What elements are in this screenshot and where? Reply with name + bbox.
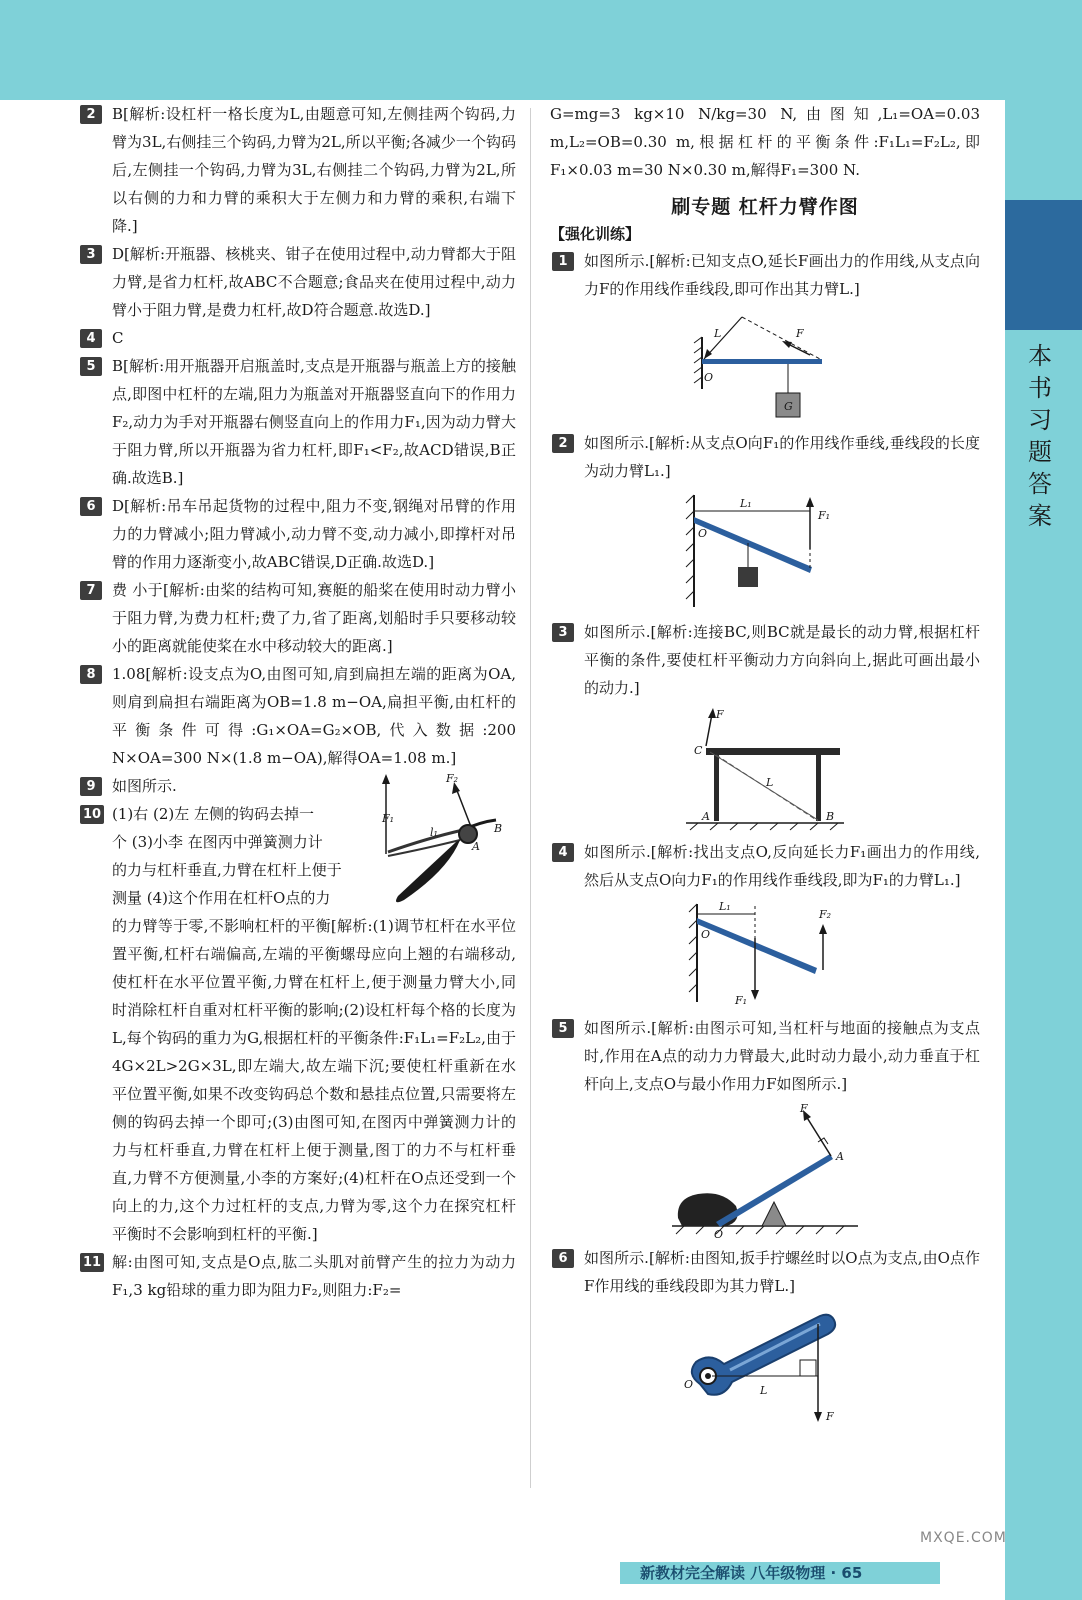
label-o: O	[704, 371, 714, 384]
subsection-heading: 【强化训练】	[550, 225, 641, 243]
answer-text: 如图所示.[解析:从支点O向F₁的作用线作垂线,垂线段的长度为动力臂L₁.]	[584, 434, 980, 480]
answer-text: 如图所示.	[112, 777, 177, 795]
label-b: B	[494, 822, 503, 835]
drill-3	[550, 618, 980, 702]
item-number: 3	[552, 623, 574, 642]
answer-text: D[解析:开瓶器、核桃夹、钳子在使用过程中,动力臂都大于阻力臂,是省力杠杆,故ABC不合题意;食品夹在使用过程中,动力臂小于阻力臂,是费力杠杆,故D符合题意.故选D.]	[112, 245, 516, 319]
page-number: 65	[841, 1564, 863, 1582]
lead-line: (1)右 (2)左 左侧的钩码去掉一	[112, 805, 315, 823]
label-a: A	[836, 1150, 844, 1163]
label-o: O	[714, 1228, 724, 1240]
figure-2-svg	[680, 489, 850, 614]
answer-text: 如图所示.[解析:由图示可知,当杠杆与地面的接触点为支点时,作用在A点的动力力臂最大,此时动力最小,动力垂直于杠杆向上,支点O与最小作用力F如图所示.]	[584, 1019, 980, 1093]
answer-5	[78, 352, 516, 492]
figure-4-svg	[685, 898, 845, 1010]
item-number: 5	[552, 1019, 574, 1038]
figure-6-svg	[670, 1304, 860, 1434]
answer-text: B[解析:用开瓶器开启瓶盖时,支点是开瓶器与瓶盖上方的接触点,即图中杠杆的左端,阻力为瓶盖对开瓶器竖直向下的作用力F₂,动力为手对开瓶器右侧竖直向上的作用力F₁,因为动力臂大于阻力臂,所以开瓶器为省力杠杆,即F₁<F₂,故ACD错误,B正确.故选B.]	[112, 357, 516, 487]
answer-6	[78, 492, 516, 576]
label-l: L	[766, 776, 774, 789]
label-a: A	[472, 840, 480, 853]
watermark: MXQE.COM	[920, 1530, 1007, 1546]
answer-text: C	[112, 329, 124, 347]
drill-1	[550, 247, 980, 303]
label-f2: F₂	[446, 772, 459, 785]
label-f: F	[800, 1102, 808, 1115]
lead-line: 的力与杠杆垂直,力臂在杠杆上便于	[112, 861, 342, 879]
answer-text: 如图所示.[解析:已知支点O,延长F画出力的作用线,从支点向力F的作用线作垂线段,即可作出其力臂L.]	[584, 252, 980, 298]
lead-line: 测量 (4)这个作用在杠杆O点的力	[112, 889, 331, 907]
label-l1: L₁	[719, 900, 731, 913]
label-l1: l₁	[430, 826, 438, 839]
item-number: 6	[552, 1249, 574, 1268]
answer-10-lead	[78, 800, 367, 912]
column-divider	[530, 108, 531, 1488]
figure-4	[685, 898, 845, 1010]
figure-5	[670, 1102, 860, 1240]
item-number: 8	[80, 665, 102, 684]
answer-text: 1.08[解析:设支点为O,由图可知,肩到扁担左端的距离为OA,则肩到扁担右端距离为OB=1.8 m−OA,扁担平衡,由杠杆的平衡条件可得:G₁×OA=G₂×OB,代入数据:200 N×OA=300 N×(1.8 m−OA),解得OA=1.08 m.]	[112, 665, 516, 767]
item-number: 1	[552, 252, 574, 271]
label-l: L	[760, 1384, 768, 1397]
figure-1	[690, 307, 840, 425]
answer-text: 如图所示.[解析:找出支点O,反向延长力F₁画出力的作用线,然后从支点O向力F₁的作用线作垂线段,即为F₁的力臂L₁.]	[584, 843, 980, 889]
drill-5	[550, 1014, 980, 1098]
answer-text: D[解析:吊车吊起货物的过程中,阻力不变,钢绳对吊臂的作用力的力臂减小;阻力臂减小,动力臂不变,动力减小,即撑杆对吊臂的作用力逐渐变小,故ABC错误,D正确.故选D.]	[112, 497, 516, 571]
answer-2	[78, 100, 516, 240]
item-number: 10	[80, 805, 104, 824]
label-f1: F₁	[735, 994, 748, 1007]
section-title: 刷专题 杠杆力臂作图	[671, 196, 859, 218]
drill-4	[550, 838, 980, 894]
item-number: 7	[80, 581, 102, 600]
answer-text: 费 小于[解析:由桨的结构可知,赛艇的船桨在使用时动力臂小于阻力臂,为费力杠杆;费了力,省了距离,划船时手只要移动较小的距离就能使桨在水中移动较大的距离.]	[112, 581, 516, 655]
answer-8	[78, 660, 516, 772]
answer-text: 如图所示.[解析:由图知,扳手拧螺丝时以O点为支点,由O点作F作用线的垂线段即为其力臂L.]	[584, 1249, 980, 1295]
answer-4	[78, 324, 516, 352]
item-number: 4	[552, 843, 574, 862]
right-column	[550, 100, 980, 1438]
figure-3	[680, 706, 850, 834]
label-l: L	[714, 327, 722, 340]
label-o: O	[701, 928, 711, 941]
item-number: 2	[80, 105, 102, 124]
pliers-svg	[368, 770, 518, 915]
label-f1: F₁	[382, 812, 395, 825]
figure-3-svg	[680, 706, 850, 834]
answer-text: B[解析:设杠杆一格长度为L,由题意可知,左侧挂两个钩码,力臂为3L,右侧挂三个钩码,力臂为2L,所以平衡;各减少一个钩码后,左侧挂一个钩码,力臂为3L,右侧挂二个钩码,力臂为2L,所以右侧的力和力臂的乘积大于左侧力和力臂的乘积,右端下降.]	[112, 105, 516, 235]
label-f1: F₁	[818, 509, 831, 522]
label-f2: F₂	[819, 908, 832, 921]
label-f: F	[716, 708, 724, 721]
label-f: F	[826, 1410, 834, 1423]
answer-7	[78, 576, 516, 660]
item-number: 6	[80, 497, 102, 516]
drill-2	[550, 429, 980, 485]
item-number: 3	[80, 245, 102, 264]
top-band	[0, 0, 1082, 100]
item-number: 5	[80, 357, 102, 376]
drill-6	[550, 1244, 980, 1300]
item-number: 11	[80, 1253, 104, 1272]
label-o: O	[698, 527, 708, 540]
label-l1: L₁	[740, 497, 752, 510]
left-column	[78, 100, 516, 1304]
figure-6	[670, 1304, 860, 1434]
footer-title: 新教材完全解读 八年级物理	[640, 1564, 826, 1582]
label-o: O	[684, 1378, 694, 1391]
item-number: 4	[80, 329, 102, 348]
lead-line: 个 (3)小李 在图丙中弹簧测力计	[112, 833, 323, 851]
answer-3	[78, 240, 516, 324]
answer-11-continued: G=mg=3 kg×10 N/kg=30 N,由图知,L₁=OA=0.03 m,L₂=OB=0.30 m,根据杠杆的平衡条件:F₁L₁=F₂L₂,即F₁×0.03 m=30 N×0.30 m,解得F₁=300 N.	[550, 105, 980, 179]
figure-5-svg	[670, 1102, 860, 1240]
label-c: C	[694, 744, 703, 757]
answer-text: 如图所示.[解析:连接BC,则BC就是最长的动力臂,根据杠杆平衡的条件,要使杠杆平衡动力方向斜向上,据此可画出最小的动力.]	[584, 623, 980, 697]
figure-2	[680, 489, 850, 614]
pliers-figure	[368, 770, 518, 915]
footer: 新教材完全解读 八年级物理 · 65	[640, 1564, 863, 1582]
answer-text: 解:由图可知,支点是O点,肱二头肌对前臂产生的拉力为动力F₁,3 kg铅球的重力即为阻力F₂,则阻力:F₂=	[112, 1253, 516, 1299]
item-number: 2	[552, 434, 574, 453]
answer-10-body: 的力臂等于零,不影响杠杆的平衡[解析:(1)调节杠杆在水平位置平衡,杠杆右端偏高,左端的平衡螺母应向上翘的右端移动,使杠杆在水平位置平衡,力臂在杠杆上,便于测量力臂大小,同时消除杠杆自重对杠杆平衡的影响;(2)设杠杆每个格的长度为L,每个钩码的重力为G,根据杠杆的平衡条件:F₁L₁=F₂L₂,由于4G×2L>2G×3L,即左端大,故左端下沉;要使杠杆重新在水平位置平衡,如果不改变钩码总个数和悬挂点位置,只需要将左侧的钩码去掉一个即可;(3)由图可知,在图丙中弹簧测力计的力与杠杆垂直,力臂在杠杆上便于测量,图丁的力不与杠杆垂直,力臂不方便测量,小李的方案好;(4)杠杆在O点还受到一个向上的力,这个力过杠杆的支点,力臂为零,这个力在探究杠杆平衡时不会影响到杠杆的平衡.]	[112, 917, 516, 1243]
label-a: A	[702, 810, 710, 823]
side-label: 本书习题答案	[1028, 342, 1052, 530]
label-b: B	[826, 810, 835, 823]
label-g: G	[784, 400, 793, 413]
figure-1-svg	[690, 307, 840, 425]
answer-11	[78, 1248, 516, 1304]
item-number: 9	[80, 777, 102, 796]
chapter-tab	[1005, 200, 1082, 330]
label-f: F	[796, 327, 804, 340]
